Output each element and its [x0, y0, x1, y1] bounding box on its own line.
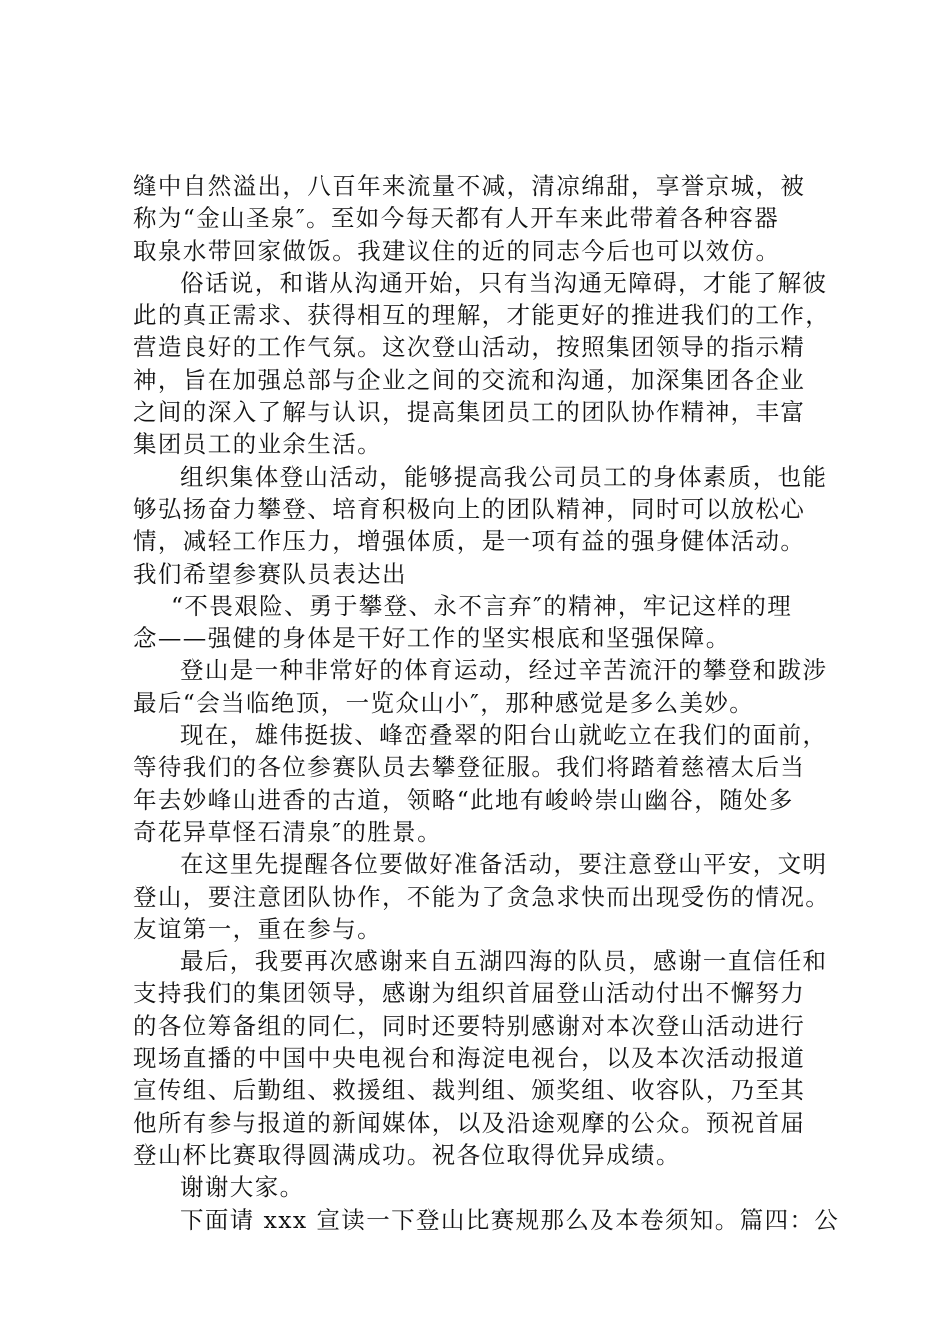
- text-line: 奇花异草怪石清泉″的胜景。: [133, 817, 442, 846]
- paragraph-start-line: 现在，雄伟挺拔、峰峦叠翠的阳台山就屹立在我们的面前，: [180, 721, 828, 750]
- text-line: 情，减轻工作压力，增强体质，是一项有益的强身健体活动。: [133, 527, 806, 556]
- text-line: 支持我们的集团领导，感谢为组织首届登山活动付出不懈努力: [133, 979, 806, 1008]
- paragraph-start-line: “不畏艰险、勇于攀登、永不言弃″的精神，牢记这样的理: [171, 591, 793, 620]
- text-line: 我们希望参赛队员表达出: [133, 559, 407, 588]
- text-line: 最后“会当临绝顶，一览众山小″，那种感觉是多么美妙。: [133, 688, 755, 717]
- text-line: 够弘扬奋力攀登、培育积极向上的团队精神，同时可以放松心: [133, 494, 806, 523]
- paragraph-start-line: 组织集体登山活动，能够提高我公司员工的身体素质，也能: [180, 462, 828, 491]
- text-line: 年去妙峰山进香的古道，领略“此地有峻岭崇山幽谷，随处多: [133, 785, 794, 814]
- text-line: 现场直播的中国中央电视台和海淀电视台，以及本次活动报道: [133, 1044, 806, 1073]
- text-line: 之间的深入了解与认识，提高集团员工的团队协作精神，丰富: [133, 398, 806, 427]
- text-line: 登山杯比赛取得圆满成功。祝各位取得优异成绩。: [133, 1140, 681, 1169]
- text-line: 等待我们的各位参赛队员去攀登征服。我们将踏着慈禧太后当: [133, 753, 806, 782]
- text-line: 的各位筹备组的同仁，同时还要特别感谢对本次登山活动进行: [133, 1011, 806, 1040]
- text-line: 营造良好的工作气氛。这次登山活动，按照集团领导的指示精: [133, 333, 806, 362]
- paragraph-start-line: 下面请 xxx 宣读一下登山比赛规那么及本卷须知。篇四：公: [180, 1205, 840, 1234]
- text-line: 友谊第一，重在参与。: [133, 914, 382, 943]
- text-line: 登山，要注意团队协作，不能为了贪急求快而出现受伤的情况。: [133, 882, 831, 911]
- text-line: 宣传组、后勤组、救援组、裁判组、颁奖组、收容队，乃至其: [133, 1076, 806, 1105]
- body-text: [133, 170, 840, 1236]
- paragraph-start-line: 登山是一种非常好的体育运动，经过辛苦流汗的攀登和跋涉: [180, 656, 828, 685]
- paragraph-start-line: 俗话说，和谐从沟通开始，只有当沟通无障碍，才能了解彼: [180, 268, 828, 297]
- paragraph-start-line: 最后，我要再次感谢来自五湖四海的队员，感谢一直信任和: [180, 947, 828, 976]
- text-line: 此的真正需求、获得相互的理解，才能更好的推进我们的工作，: [133, 301, 831, 330]
- text-line: 称为“金山圣泉″。至如今每天都有人开车来此带着各种容器: [133, 204, 780, 233]
- text-line: 他所有参与报道的新闻媒体，以及沿途观摩的公众。预祝首届: [133, 1108, 806, 1137]
- paragraph-start-line: 谢谢大家。: [180, 1173, 305, 1202]
- text-line: 取泉水带回家做饭。我建议住的近的同志今后也可以效仿。: [133, 236, 781, 265]
- text-line: 神，旨在加强总部与企业之间的交流和沟通，加深集团各企业: [133, 365, 806, 394]
- text-line: 缝中自然溢出，八百年来流量不减，清凉绵甜，享誉京城，被: [133, 172, 806, 200]
- text-line: 集团员工的业余生活。: [133, 430, 382, 459]
- text-line: 念——强健的身体是干好工作的坚实根底和坚强保障。: [133, 624, 731, 653]
- paragraph-start-line: 在这里先提醒各位要做好准备活动，要注意登山平安，文明: [180, 850, 828, 879]
